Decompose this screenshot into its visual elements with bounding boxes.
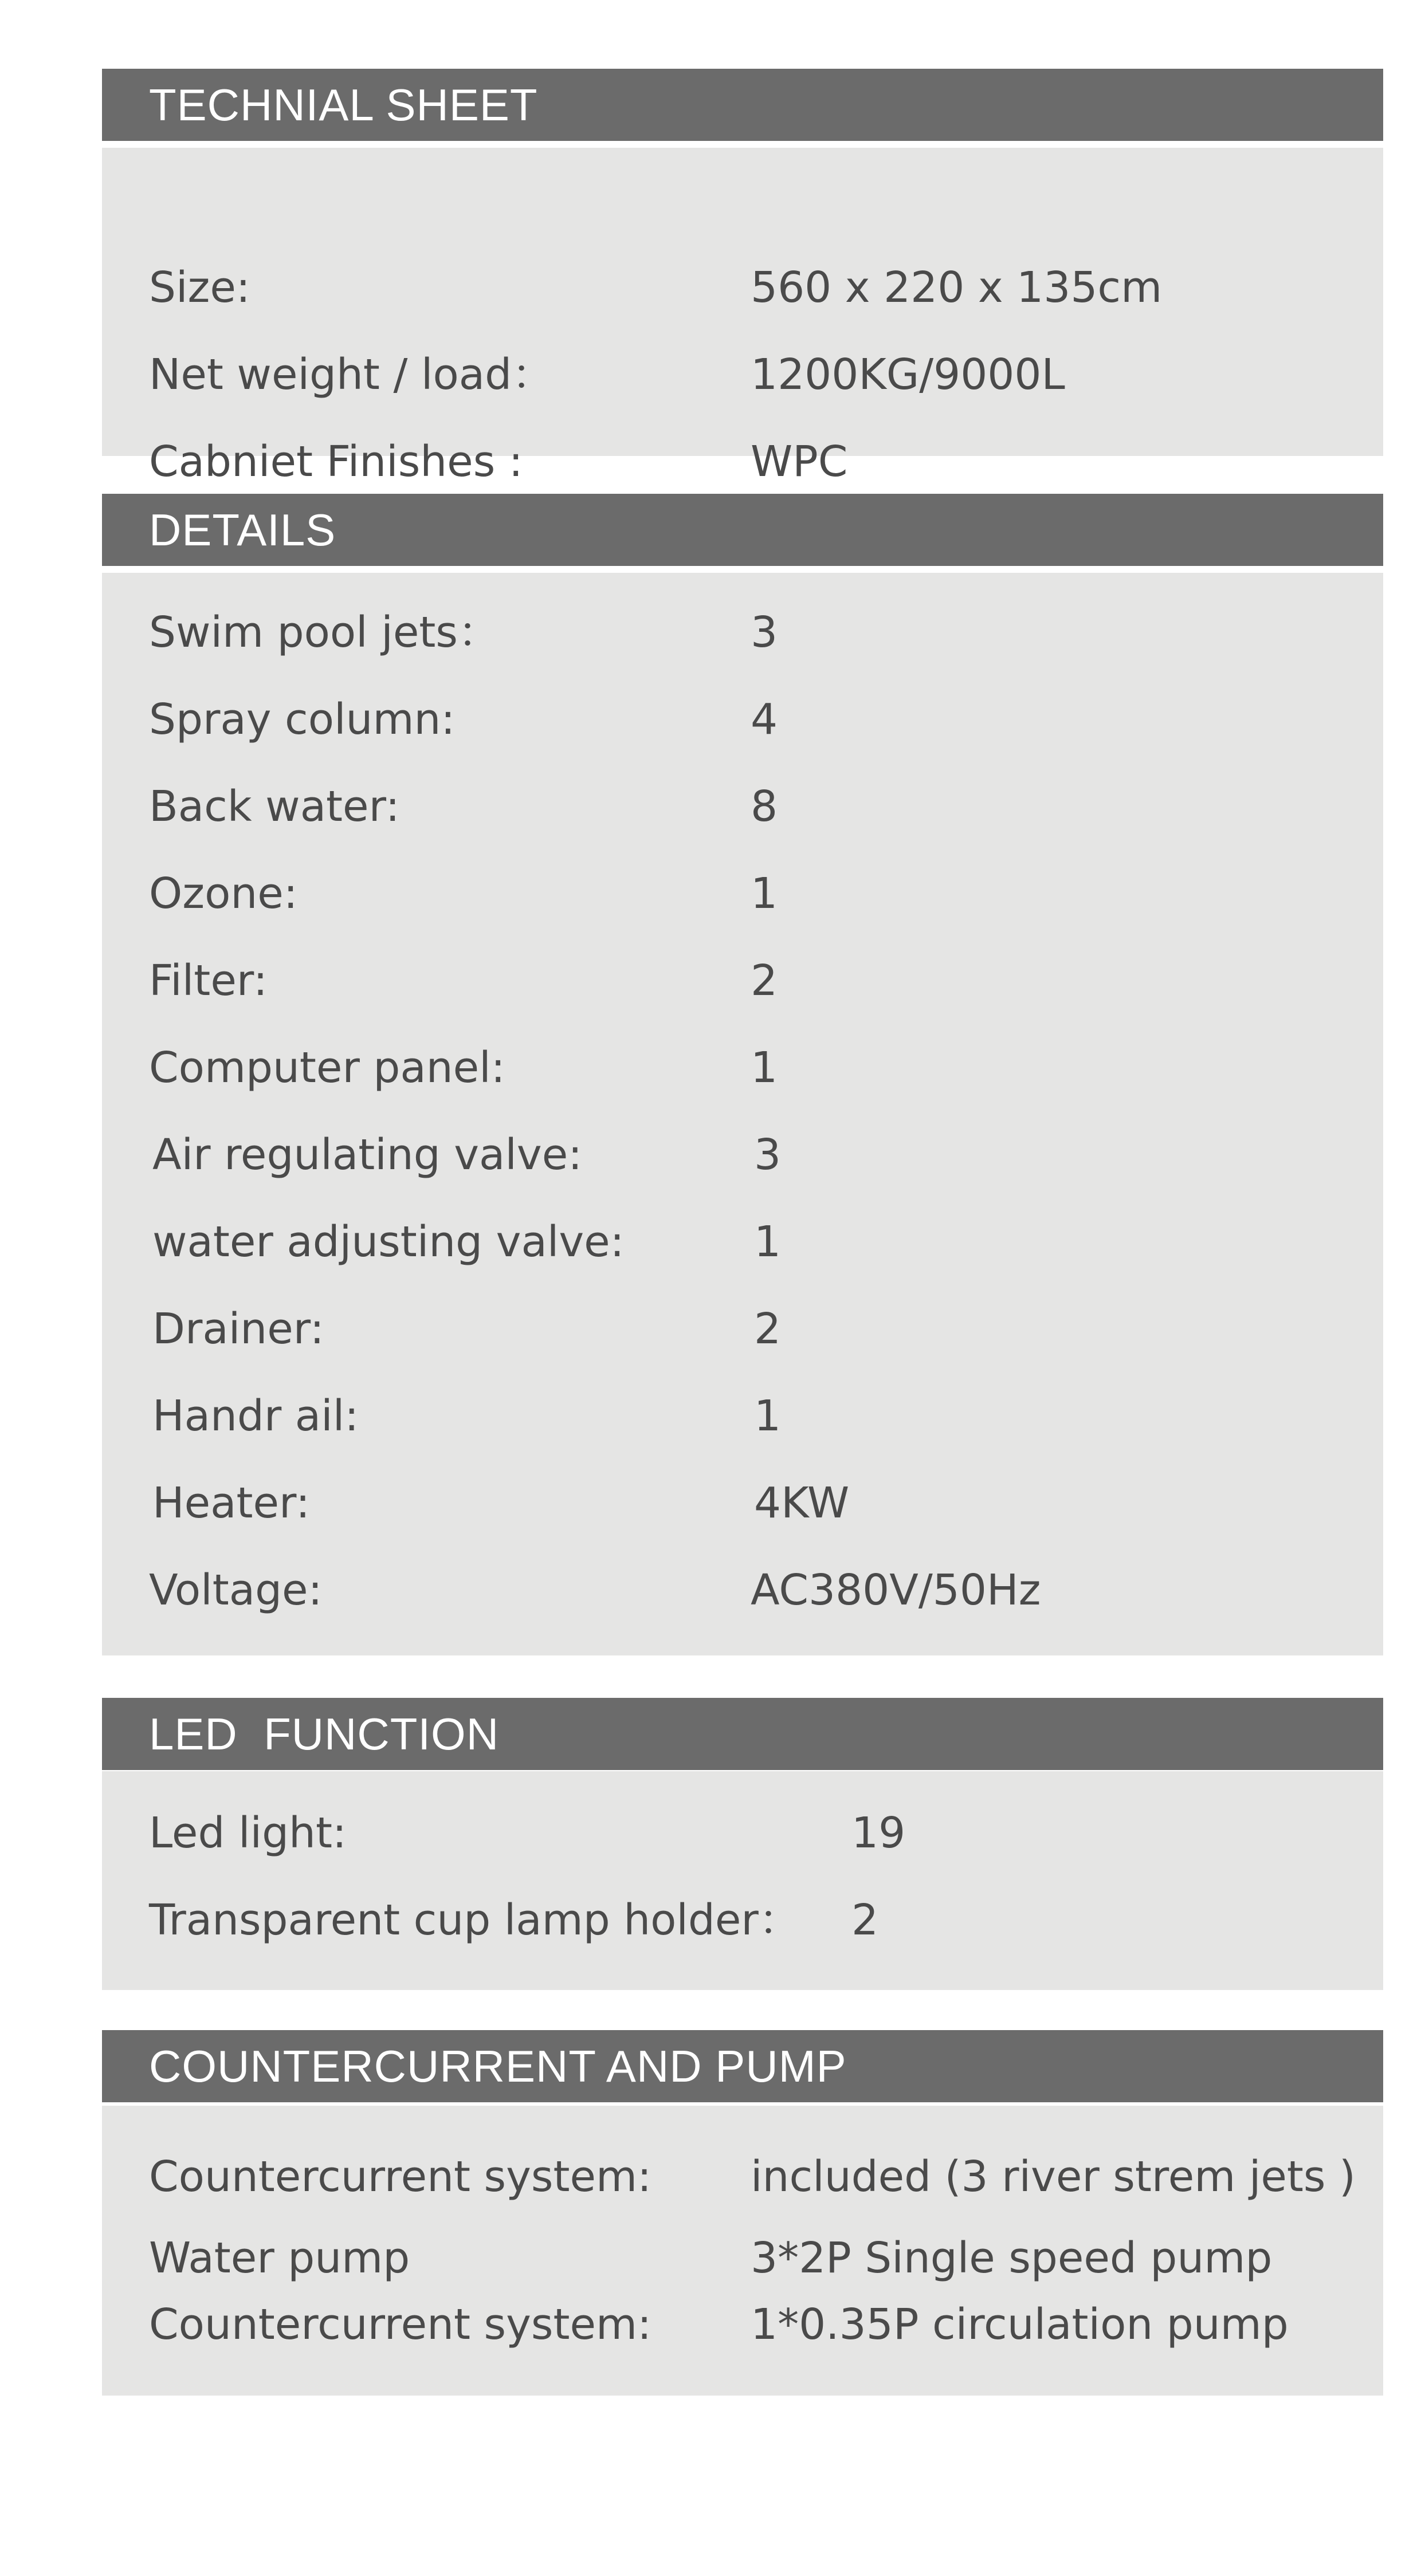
spec-label: Countercurrent system: [149,2152,652,2201]
spec-row-net-weight [102,346,1383,403]
spec-label: Net weight / load： [149,350,555,399]
spec-label: Air regulating valve: [152,1130,583,1179]
spec-value: 4 [751,695,778,744]
spec-value: 1 [751,1043,778,1092]
spec-row-computer-panel [102,1039,1383,1096]
spec-label: Led light: [149,1808,347,1858]
spec-label: Computer panel: [149,1043,505,1092]
spec-value: 4KW [754,1478,850,1528]
spec-row-water-adjusting-valve [102,1213,1383,1271]
spec-value: 19 [851,1808,906,1858]
spec-value: 2 [851,1895,879,1945]
spec-label: Heater: [152,1478,311,1528]
spec-row-voltage [102,1562,1383,1619]
spec-row-circulation-pump [102,2296,1383,2353]
spec-row-heater [102,1474,1383,1532]
spec-row-cabinet-finishes [102,433,1383,490]
spec-value: 3*2P Single speed pump [751,2233,1273,2283]
section-body [102,2106,1383,2396]
spec-value: 3 [754,1130,782,1179]
spec-label: Voltage: [149,1566,323,1615]
spec-label: Swim pool jets： [149,608,500,657]
spec-row-filter [102,952,1383,1009]
spec-value: 2 [754,1304,782,1354]
section-header: COUNTERCURRENT AND PUMP [102,2030,1383,2102]
spec-row-water-pump [102,2229,1383,2287]
spec-row-swim-pool-jets [102,604,1383,661]
spec-label: Drainer: [152,1304,324,1354]
section-body [102,1771,1383,1990]
spec-label: Cabniet Finishes : [149,437,523,486]
spec-value: WPC [751,437,848,486]
section-body [102,573,1383,1655]
section-header: DETAILS [102,494,1383,566]
spec-value: 1 [754,1217,782,1267]
spec-row-spray-column [102,691,1383,748]
section-header: TECHNIAL SHEET [102,69,1383,141]
spec-value: 1 [751,869,778,918]
spec-value: 560 x 220 x 135cm [751,263,1163,312]
spec-value: 8 [751,782,778,831]
spec-row-size [102,259,1383,316]
spec-row-drainer [102,1300,1383,1358]
spec-label: Water pump [149,2233,410,2283]
spec-value: 3 [751,608,778,657]
spec-row-ozone [102,865,1383,922]
spec-value: 1200KG/9000L [751,350,1065,399]
spec-row-led-light [102,1804,1383,1862]
spec-label: Transparent cup lamp holder： [149,1895,801,1945]
spec-row-countercurrent-system [102,2148,1383,2205]
spec-value: 1 [754,1391,782,1441]
spec-row-back-water [102,778,1383,835]
spec-value: AC380V/50Hz [751,1566,1041,1615]
spec-label: Countercurrent system: [149,2300,652,2349]
spec-label: Handr ail: [152,1391,359,1441]
spec-label: Size: [149,263,250,312]
spec-label: Spray column: [149,695,456,744]
spec-label: Filter: [149,956,268,1005]
section-header: LED FUNCTION [102,1698,1383,1770]
spec-label: Ozone: [149,869,298,918]
section-body [102,148,1383,486]
spec-row-cup-lamp-holder [102,1891,1383,1949]
spec-value: 2 [751,956,778,1005]
spec-value: 1*0.35P circulation pump [751,2300,1289,2349]
spec-label: water adjusting valve: [152,1217,625,1267]
spec-row-air-regulating-valve [102,1126,1383,1183]
spec-value: included (3 river strem jets ) [751,2152,1356,2201]
spec-label: Back water: [149,782,400,831]
spec-row-handrail [102,1387,1383,1445]
